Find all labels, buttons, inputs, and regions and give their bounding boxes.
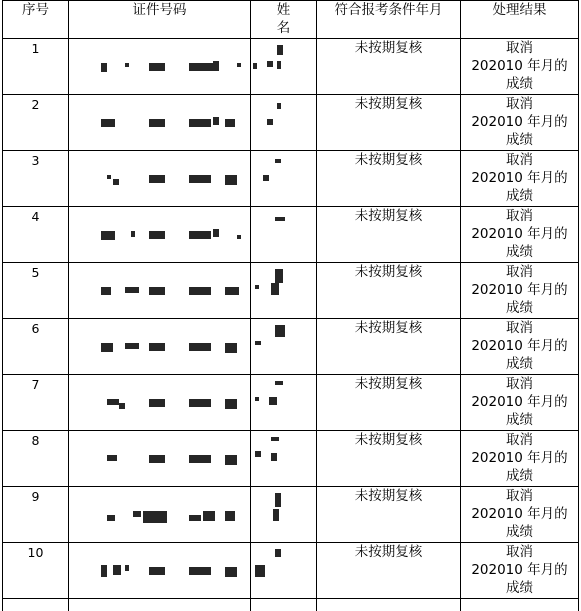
- table-row: [3, 39, 579, 95]
- partial-cell: [3, 599, 69, 611]
- cell-name-redacted: [251, 431, 317, 487]
- redacted-mosaic: [251, 39, 316, 94]
- cell-condition: 未按期复核: [317, 375, 461, 431]
- table-row: [3, 375, 579, 431]
- result-line: 成绩: [461, 299, 578, 317]
- redacted-mosaic: [69, 431, 250, 486]
- result-line: 成绩: [461, 579, 578, 597]
- cell-result: [461, 95, 579, 151]
- result-line: 取消: [461, 151, 578, 169]
- cell-result: [461, 39, 579, 95]
- cell-condition: 未按期复核: [317, 487, 461, 543]
- result-line: 成绩: [461, 411, 578, 429]
- cell-id-redacted: [69, 319, 251, 375]
- result-line: 202010 年月的: [461, 337, 578, 355]
- cell-result: [461, 151, 579, 207]
- partial-cell: [251, 599, 317, 611]
- partial-cell: [317, 599, 461, 611]
- redacted-mosaic: [251, 375, 316, 430]
- cell-id-redacted: [69, 543, 251, 599]
- cell-condition: 未按期复核: [317, 207, 461, 263]
- result-line: 成绩: [461, 243, 578, 261]
- result-line: 成绩: [461, 467, 578, 485]
- cell-seq: 1: [3, 39, 69, 95]
- result-line: 成绩: [461, 187, 578, 205]
- redacted-mosaic: [69, 151, 250, 206]
- table-header-row: [3, 1, 579, 39]
- result-line: 202010 年月的: [461, 505, 578, 523]
- header-seq: 序号: [3, 1, 69, 39]
- cell-condition: 未按期复核: [317, 39, 461, 95]
- redacted-mosaic: [251, 487, 316, 542]
- cell-id-redacted: [69, 431, 251, 487]
- result-line: 202010 年月的: [461, 113, 578, 131]
- result-line: 取消: [461, 543, 578, 561]
- partial-cell: [461, 599, 579, 611]
- cell-result: [461, 319, 579, 375]
- redacted-mosaic: [69, 319, 250, 374]
- result-line: 202010 年月的: [461, 169, 578, 187]
- partial-cell: [69, 599, 251, 611]
- cell-id-redacted: [69, 207, 251, 263]
- table-row: [3, 487, 579, 543]
- cell-id-redacted: [69, 151, 251, 207]
- cell-condition: 未按期复核: [317, 431, 461, 487]
- cell-condition: 未按期复核: [317, 543, 461, 599]
- result-line: 202010 年月的: [461, 449, 578, 467]
- redacted-mosaic: [251, 431, 316, 486]
- result-line: 成绩: [461, 523, 578, 541]
- cell-seq: 10: [3, 543, 69, 599]
- result-line: 取消: [461, 39, 578, 57]
- result-line: 取消: [461, 375, 578, 393]
- result-line: 成绩: [461, 355, 578, 373]
- cell-name-redacted: [251, 375, 317, 431]
- cell-result: [461, 207, 579, 263]
- table-row: [3, 263, 579, 319]
- cell-result: [461, 431, 579, 487]
- cell-name-redacted: [251, 319, 317, 375]
- table-row: [3, 207, 579, 263]
- cell-name-redacted: [251, 263, 317, 319]
- cell-result: [461, 543, 579, 599]
- result-line: 202010 年月的: [461, 561, 578, 579]
- cell-result: [461, 487, 579, 543]
- result-line: 202010 年月的: [461, 225, 578, 243]
- redacted-mosaic: [69, 207, 250, 262]
- result-line: 202010 年月的: [461, 393, 578, 411]
- header-id: 证件号码: [69, 1, 251, 39]
- result-line: 取消: [461, 263, 578, 281]
- result-line: 取消: [461, 431, 578, 449]
- result-line: 取消: [461, 487, 578, 505]
- redacted-mosaic: [69, 487, 250, 542]
- redacted-mosaic: [69, 263, 250, 318]
- cell-name-redacted: [251, 487, 317, 543]
- cell-condition: 未按期复核: [317, 151, 461, 207]
- redacted-mosaic: [251, 263, 316, 318]
- redacted-mosaic: [251, 319, 316, 374]
- cell-seq: 4: [3, 207, 69, 263]
- cell-name-redacted: [251, 39, 317, 95]
- result-line: 取消: [461, 207, 578, 225]
- table-row: [3, 151, 579, 207]
- cell-result: [461, 263, 579, 319]
- cell-seq: 5: [3, 263, 69, 319]
- table-row: [3, 543, 579, 599]
- cell-seq: 9: [3, 487, 69, 543]
- table-row-partial: [3, 599, 579, 611]
- result-line: 成绩: [461, 131, 578, 149]
- result-line: 取消: [461, 319, 578, 337]
- redacted-mosaic: [251, 543, 316, 598]
- cell-id-redacted: [69, 375, 251, 431]
- redacted-mosaic: [69, 39, 250, 94]
- records-table: [2, 0, 579, 611]
- cell-id-redacted: [69, 487, 251, 543]
- redacted-mosaic: [251, 151, 316, 206]
- cell-id-redacted: [69, 263, 251, 319]
- result-line: 取消: [461, 95, 578, 113]
- cell-seq: 3: [3, 151, 69, 207]
- cell-name-redacted: [251, 95, 317, 151]
- header-result: 处理结果: [461, 1, 579, 39]
- result-line: 202010 年月的: [461, 57, 578, 75]
- cell-seq: 6: [3, 319, 69, 375]
- redacted-mosaic: [251, 95, 316, 150]
- cell-condition: 未按期复核: [317, 95, 461, 151]
- cell-name-redacted: [251, 151, 317, 207]
- result-line: 202010 年月的: [461, 281, 578, 299]
- table-row: [3, 431, 579, 487]
- cell-seq: 7: [3, 375, 69, 431]
- cell-id-redacted: [69, 95, 251, 151]
- cell-id-redacted: [69, 39, 251, 95]
- cell-condition: 未按期复核: [317, 319, 461, 375]
- redacted-mosaic: [69, 95, 250, 150]
- redacted-mosaic: [69, 375, 250, 430]
- redacted-mosaic: [69, 543, 250, 598]
- cell-condition: 未按期复核: [317, 263, 461, 319]
- cell-seq: 2: [3, 95, 69, 151]
- redacted-mosaic: [251, 207, 316, 262]
- table-row: [3, 95, 579, 151]
- cell-result: [461, 375, 579, 431]
- result-line: 成绩: [461, 75, 578, 93]
- header-name: 姓名: [251, 1, 317, 39]
- table-row: [3, 319, 579, 375]
- cell-name-redacted: [251, 543, 317, 599]
- cell-name-redacted: [251, 207, 317, 263]
- header-condition: 符合报考条件年月: [317, 1, 461, 39]
- cell-seq: 8: [3, 431, 69, 487]
